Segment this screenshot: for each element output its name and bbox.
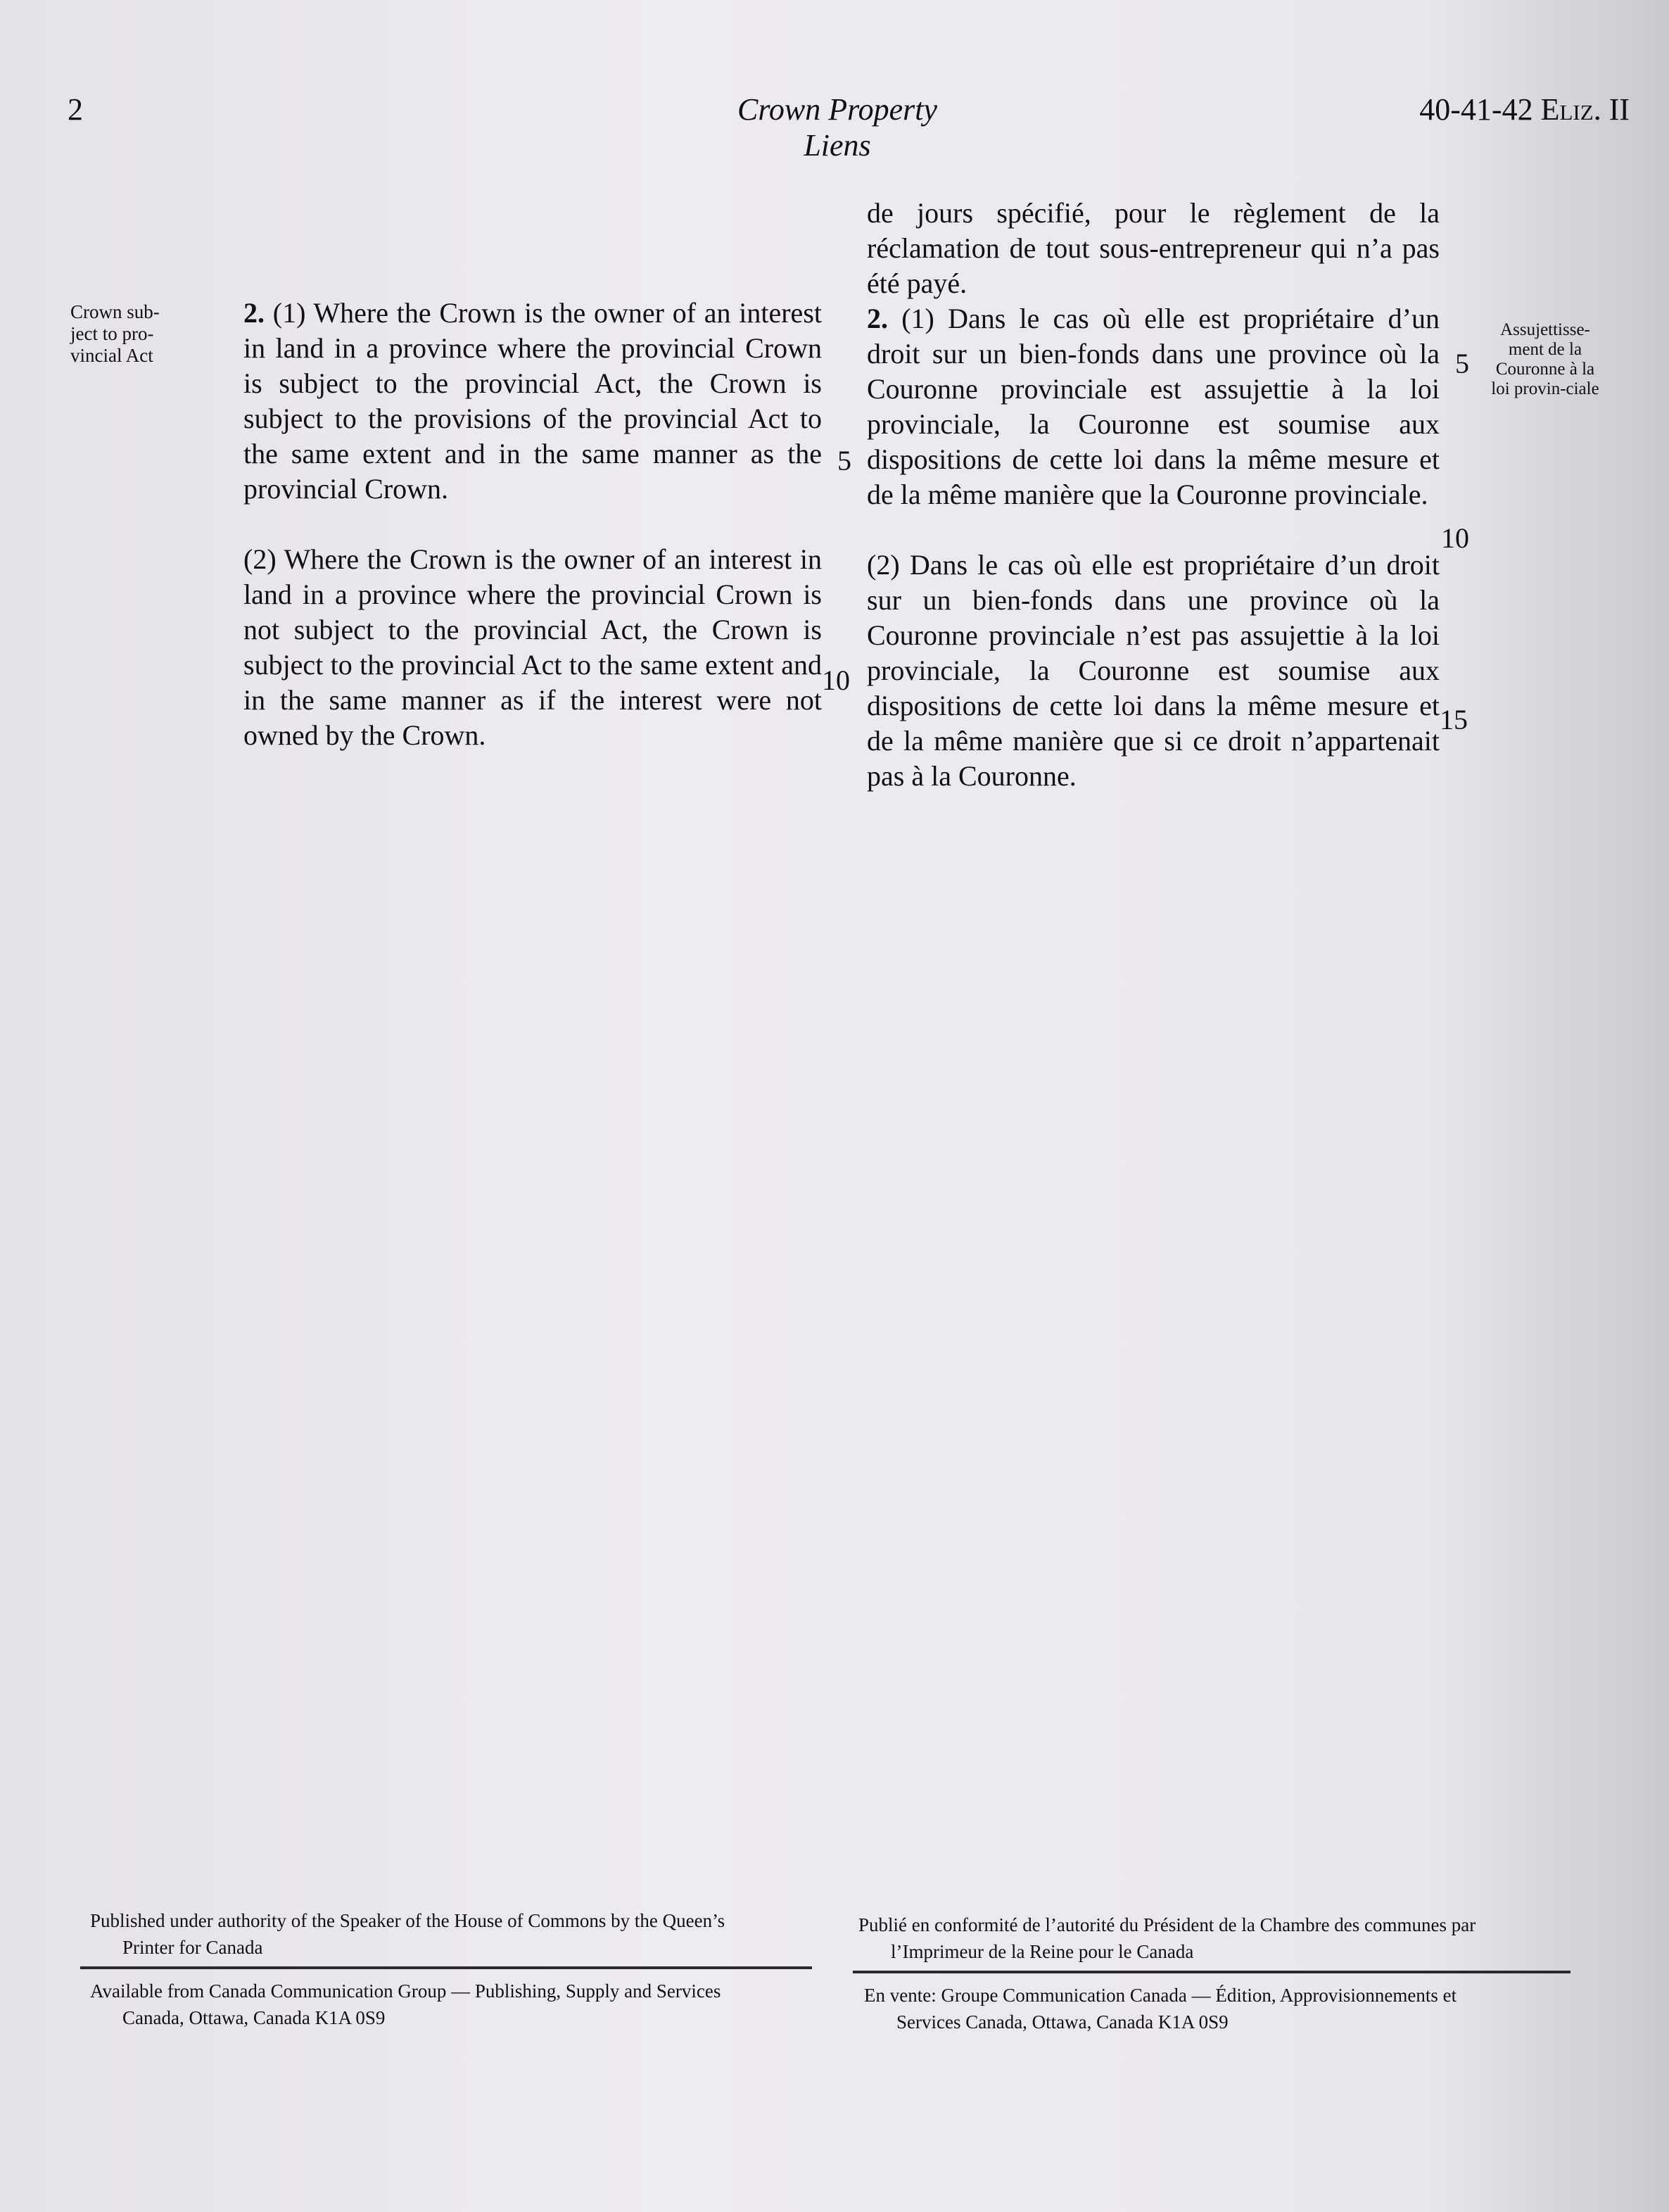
french-published-line-2: l’Imprimeur de la Reine pour le Canada: [891, 1941, 1194, 1962]
french-section-2-1: [867, 301, 1440, 512]
french-margin-note: Assujettisse-ment de la Couronne à la loi provin-ciale: [1491, 320, 1599, 398]
english-availability-notice: [90, 1978, 815, 2031]
french-line-number-10: 10: [1441, 522, 1469, 554]
english-available-line-1: Available from Canada Communication Group — Publishing, Supply and Services: [90, 1980, 721, 2002]
french-line-number-15: 15: [1440, 704, 1468, 735]
running-title: Crown Property Liens: [737, 92, 937, 163]
french-published-line-1: Publié en conformité de l’autorité du Président de la Chambre des communes par: [858, 1914, 1476, 1935]
regnal-year-eliz: Eliz: [1540, 92, 1594, 127]
english-published-line-1: Published under authority of the Speaker of the House of Commons by the Queen’s: [90, 1910, 725, 1931]
french-footer-rule: [853, 1971, 1570, 1973]
regnal-year-suffix: . II: [1593, 92, 1630, 127]
french-section-number: 2.: [867, 303, 888, 334]
french-section-2-2: (2) Dans le cas où elle est propriétaire d’un droit sur un bien-fonds dans une province où la Couronne provinciale n’est pas assujettie à la loi provinciale, la Couronne est soumise aux dispositions de cette loi dans la même mesure et de la même manière que si ce droit n’appartenait pas à la Couronne.: [867, 549, 1440, 792]
english-line-number-5: 5: [837, 445, 851, 476]
english-published-line-2: Printer for Canada: [122, 1937, 263, 1958]
english-section-2-1: [243, 296, 822, 507]
english-section-2-1-text: (1) Where the Crown is the owner of an interest in land in a province where the provincial Crown is subject to the provincial Act, the Crown is subject to the provisions of the provincial Act to the same extent and in the same manner as the provincial Crown.: [243, 297, 822, 505]
french-section-2-1-text: (1) Dans le cas où elle est propriétaire d’un droit sur un bien-fonds dans une province où la Couronne provinciale est assujettie à la loi provinciale, la Couronne est soumise aux dispositions de cette loi dans la même mesure et de la même manière que la Couronne provinciale.: [867, 303, 1440, 510]
french-available-line-2: Services Canada, Ottawa, Canada K1A 0S9: [896, 2011, 1229, 2033]
regnal-year: [1419, 91, 1630, 127]
french-column: [867, 196, 1440, 794]
page-number: 2: [68, 92, 83, 127]
regnal-year-prefix: 40-41-42: [1419, 92, 1541, 127]
french-line-number-5: 5: [1455, 348, 1469, 379]
english-footer-rule: [80, 1966, 812, 1969]
english-section-number: 2.: [243, 297, 265, 329]
french-availability-notice: [864, 1982, 1568, 2035]
french-available-line-1: En vente: Groupe Communication Canada — Édition, Approvisionnements et: [864, 1985, 1457, 2006]
french-publication-notice: [858, 1911, 1583, 1965]
english-line-number-10: 10: [822, 664, 850, 696]
english-margin-note: Crown sub-ject to pro-vincial Act: [70, 301, 160, 366]
english-section-2-2: (2) Where the Crown is the owner of an interest in land in a province where the provincial Crown is not subject to the provincial Act, the Crown is subject to the provincial Act to the same extent and in the same manner as if the interest were not owned by the Crown.: [243, 543, 822, 751]
english-available-line-2: Canada, Ottawa, Canada K1A 0S9: [122, 2007, 386, 2028]
english-column: [243, 296, 822, 753]
french-continuation: de jours spécifié, pour le règlement de la réclamation de tout sous-entrepreneur qui n’a pas été payé.: [867, 197, 1440, 299]
english-publication-notice: [90, 1907, 815, 1961]
